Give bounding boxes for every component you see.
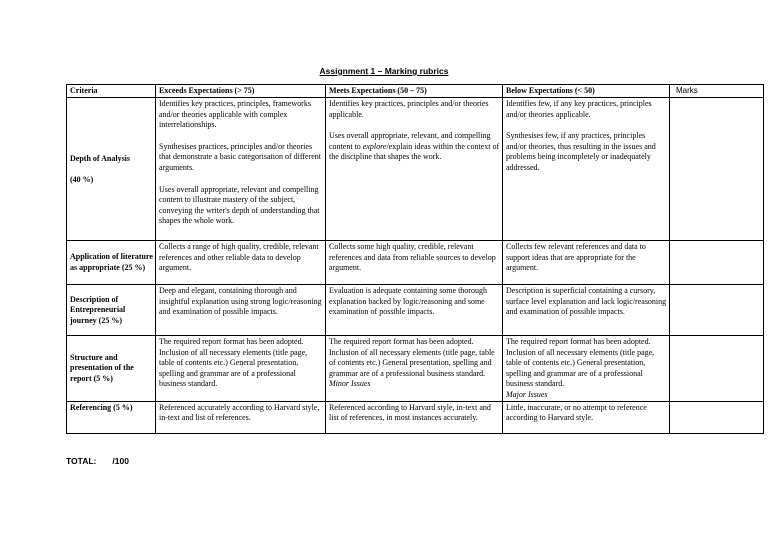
below-cell: Collects few relevant references and data to support ideas that are appropriate for the argument. (503, 241, 670, 285)
descriptor-text-part: /explain ideas within the context of the discipline that shapes the work. (329, 141, 500, 162)
document-title: Assignment 1 – Marking rubrics (319, 66, 449, 76)
header-row (67, 85, 764, 98)
marks-cell[interactable] (670, 336, 764, 402)
criterion-label: Referencing (5 %) (67, 401, 156, 433)
descriptor-text: Uses overall appropriate, relevant and compelling content to illustrate mastery of the subject, conveying the writer's depth of understanding that shapes the whole work. (159, 184, 320, 226)
descriptor-text: Synthesises practices, principles and/or theories that demonstrate a basic categorisation of different arguments. (159, 141, 322, 172)
issues-note: Major Issues (506, 389, 548, 399)
issues-note: Minor Issues (329, 379, 371, 389)
header-criteria: Criteria (67, 85, 156, 98)
header-exceeds: Exceeds Expectations (> 75) (156, 85, 326, 98)
exceeds-cell: Deep and elegant, containing thorough and insightful explanation using strong logic/reasoning and examination of possible impacts. (156, 285, 326, 336)
criterion-cell (67, 98, 156, 241)
descriptor-emphasis: explore (362, 141, 387, 151)
below-cell: Description is superficial containing a cursory, surface level explanation and lack logic/reasoning and examination of possible impacts. (503, 285, 670, 336)
below-cell: Little, inaccurate, or no attempt to reference according to Harvard style. (503, 401, 670, 433)
descriptor-text-part: Uses overall appropriate, relevant, and compelling content to (329, 131, 491, 151)
meets-cell (326, 336, 503, 402)
criterion-label: Structure and presentation of the report (5 %) (67, 336, 156, 402)
table-row (67, 98, 764, 241)
descriptor-text (329, 131, 500, 163)
below-cell (503, 336, 670, 402)
exceeds-cell: Collects a range of high quality, credible, relevant references and other reliable data to develop argument. (156, 241, 326, 285)
descriptor-text: Identifies key practices, principles and/or theories applicable. (329, 99, 489, 119)
total-line (66, 456, 129, 466)
table-row (67, 336, 764, 402)
descriptor-text: Synthesises few, if any practices, principles and/or theories, thus resulting in the issues and problems being incompletely or inadequately addressed. (506, 131, 656, 172)
meets-cell: Evaluation is adequate containing some thorough explanation backed by logic/reasoning and some examination of possible impacts. (326, 285, 503, 336)
marking-rubric-table (66, 84, 764, 434)
meets-cell: Collects some high quality, credible, relevant references and data from reliable sources to develop argument. (326, 241, 503, 285)
criterion-weight: (40 %) (70, 174, 94, 184)
below-cell (503, 98, 670, 241)
total-value: /100 (112, 456, 129, 466)
header-below: Below Expectations (< 50) (503, 85, 670, 98)
criterion-label: Depth of Analysis (70, 153, 131, 163)
exceeds-cell: Referenced accurately according to Harvard style, in-text and list of references. (156, 401, 326, 433)
meets-cell (326, 98, 503, 241)
marks-cell[interactable] (670, 401, 764, 433)
descriptor-text: The required report format has been adopted. Inclusion of all necessary elements (title page, table of contents etc.) General presentation, spelling and grammar are of a professional business standard. (329, 337, 495, 378)
exceeds-cell (156, 98, 326, 241)
marks-cell[interactable] (670, 241, 764, 285)
meets-cell: Referenced according to Harvard style, in-text and list of references, in most instances accurately. (326, 401, 503, 433)
criterion-label: Application of literature as appropriate (25 %) (67, 241, 156, 285)
exceeds-cell: The required report format has been adopted. Inclusion of all necessary elements (title page, table of contents etc.) General presentation, spelling and grammar are of a professional business standard. (156, 336, 326, 402)
descriptor-text: Identifies key practices, principles, frameworks and/or theories applicable with complex interrelationships. (159, 99, 311, 130)
table-row (67, 285, 764, 336)
total-label: TOTAL: (66, 456, 97, 466)
header-marks: Marks (670, 85, 764, 98)
table-row (67, 241, 764, 285)
marks-cell[interactable] (670, 285, 764, 336)
criterion-label: Description of Entrepreneurial journey (25 %) (67, 285, 156, 336)
table-row (67, 401, 764, 433)
header-meets: Meets Expectations (50 – 75) (326, 85, 503, 98)
descriptor-text: The required report format has been adopted. Inclusion of all necessary elements (title page, table of contents etc.) General presentation, spelling and grammar are of a professional business standard. (506, 337, 655, 389)
descriptor-text: Identifies few, if any key practices, principles and/or theories applicable. (506, 99, 652, 119)
marks-cell[interactable] (670, 98, 764, 241)
